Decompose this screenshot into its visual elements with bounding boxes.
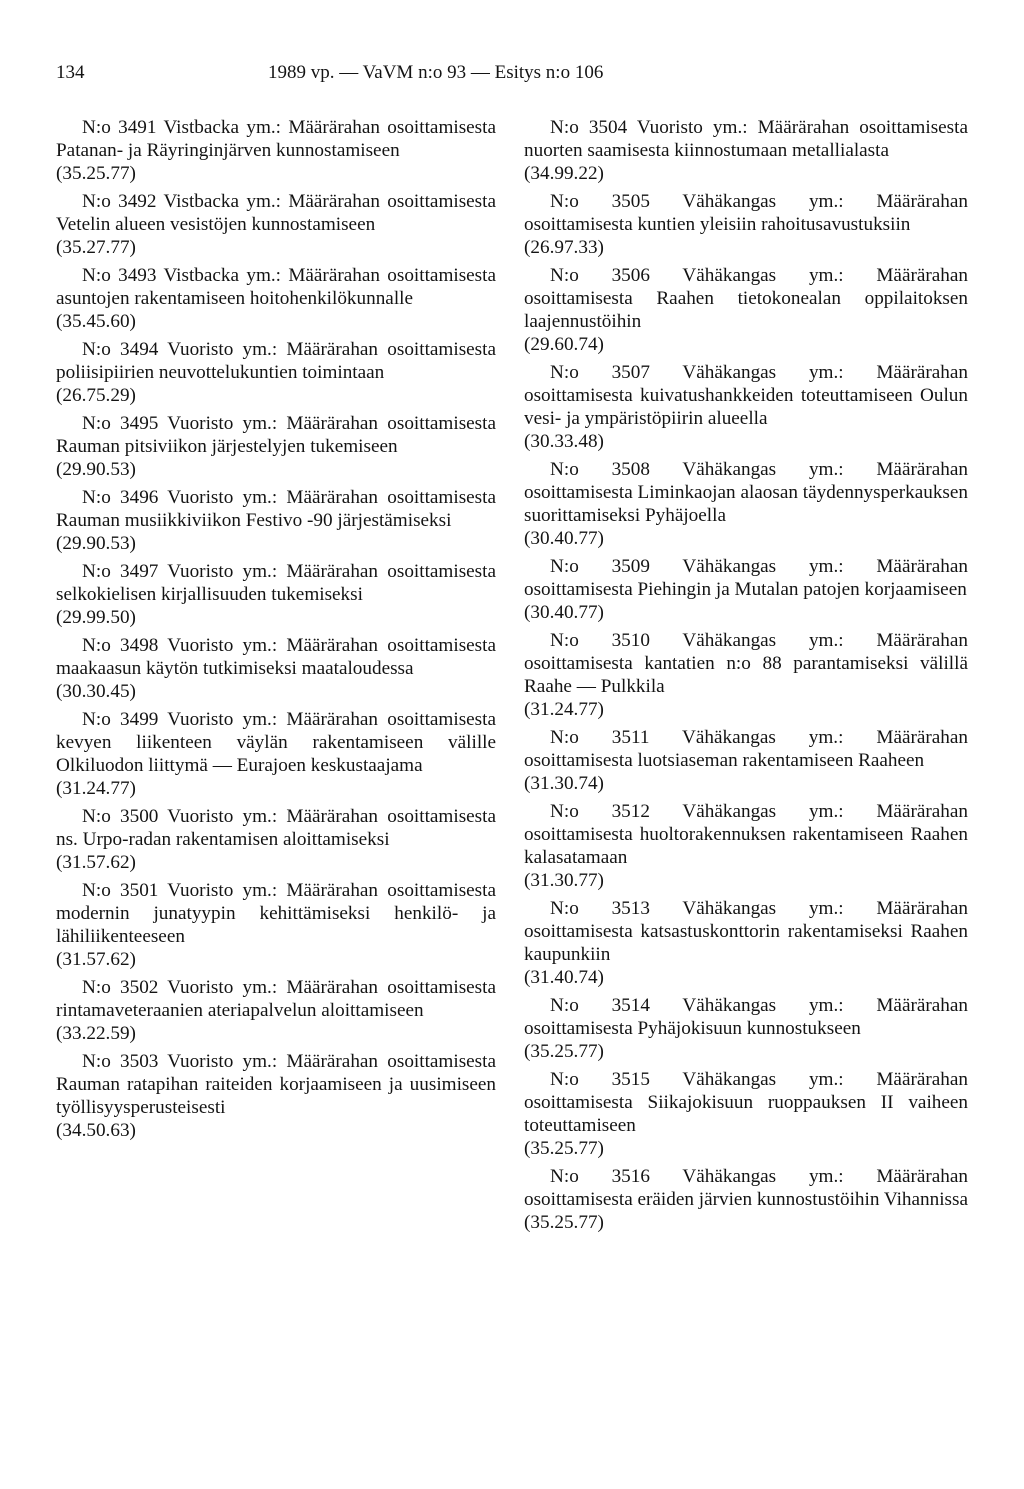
entry-text: N:o 3512 Vähäkangas ym.: Määrärahan osoittamisesta huoltorakennuksen rakentamiseen Raahen kalasatamaan bbox=[524, 801, 968, 868]
right-column bbox=[524, 116, 968, 1239]
entry-code: (29.90.53) bbox=[56, 533, 136, 554]
entry-code: (31.57.62) bbox=[56, 852, 136, 873]
entry-code: (31.24.77) bbox=[56, 778, 136, 799]
list-item bbox=[524, 361, 968, 453]
entry-text: N:o 3499 Vuoristo ym.: Määrärahan osoittamisesta kevyen liikenteen väylän rakentamiseen välille Olkiluodon liittymä — Eurajoen keskustaajama bbox=[56, 709, 496, 776]
entry-text: N:o 3493 Vistbacka ym.: Määrärahan osoittamisesta asuntojen rakentamiseen hoitohenkilökunnalle bbox=[56, 265, 496, 309]
left-column bbox=[56, 116, 496, 1147]
entry-text: N:o 3509 Vähäkangas ym.: Määrärahan osoittamisesta Piehingin ja Mutalan patojen korjaamiseen bbox=[524, 556, 968, 600]
list-item bbox=[56, 264, 496, 333]
entry-code: (26.97.33) bbox=[524, 237, 604, 258]
entry-text: N:o 3494 Vuoristo ym.: Määrärahan osoittamisesta poliisipiirien neuvottelukuntien toimintaan bbox=[56, 339, 496, 383]
entry-text: N:o 3514 Vähäkangas ym.: Määrärahan osoittamisesta Pyhäjokisuun kunnostukseen bbox=[524, 995, 968, 1039]
entry-text: N:o 3516 Vähäkangas ym.: Määrärahan osoittamisesta eräiden järvien kunnostustöihin Vihannissa bbox=[524, 1166, 969, 1210]
entry-code: (30.30.45) bbox=[56, 681, 136, 702]
entry-code: (33.22.59) bbox=[56, 1023, 136, 1044]
list-item bbox=[56, 805, 496, 874]
entry-code: (30.33.48) bbox=[524, 431, 604, 452]
entry-text: N:o 3510 Vähäkangas ym.: Määrärahan osoittamisesta kantatien n:o 88 parantamiseksi välillä Raahe — Pulkkila bbox=[524, 630, 968, 697]
entry-code: (30.40.77) bbox=[524, 528, 604, 549]
entry-code: (35.25.77) bbox=[524, 1041, 604, 1062]
entry-text: N:o 3504 Vuoristo ym.: Määrärahan osoittamisesta nuorten saamisesta kiinnostumaan metallialasta bbox=[524, 117, 968, 161]
entry-code: (35.25.77) bbox=[524, 1212, 604, 1233]
list-item bbox=[56, 1050, 496, 1142]
entry-text: N:o 3503 Vuoristo ym.: Määrärahan osoittamisesta Rauman ratapihan raiteiden korjaamiseen ja uusimiseen työllisyysperusteisesti bbox=[56, 1051, 496, 1118]
list-item bbox=[56, 976, 496, 1045]
entry-code: (29.99.50) bbox=[56, 607, 136, 628]
list-item bbox=[56, 634, 496, 703]
list-item bbox=[524, 726, 968, 795]
entry-text: N:o 3507 Vähäkangas ym.: Määrärahan osoittamisesta kuivatushankkeiden toteuttamiseen Oulun vesi- ja ympäristöpiirin alueella bbox=[524, 362, 968, 429]
entry-code: (31.40.74) bbox=[524, 967, 604, 988]
entry-text: N:o 3511 Vähäkangas ym.: Määrärahan osoittamisesta luotsiaseman rakentamiseen Raaheen bbox=[524, 727, 968, 771]
entry-code: (34.99.22) bbox=[524, 163, 604, 184]
entry-text: N:o 3508 Vähäkangas ym.: Määrärahan osoittamisesta Liminkaojan alaosan täydennysperkauksen suorittamiseksi Pyhäjoella bbox=[524, 459, 968, 526]
list-item bbox=[524, 897, 968, 989]
entry-text: N:o 3513 Vähäkangas ym.: Määrärahan osoittamisesta katsastuskonttorin rakentamiseksi Raahen kaupunkiin bbox=[524, 898, 968, 965]
entry-text: N:o 3495 Vuoristo ym.: Määrärahan osoittamisesta Rauman pitsiviikon järjestelyjen tukemiseen bbox=[56, 413, 496, 457]
list-item bbox=[524, 116, 968, 185]
running-title: 1989 vp. — VaVM n:o 93 — Esitys n:o 106 bbox=[268, 62, 604, 83]
entry-code: (30.40.77) bbox=[524, 602, 604, 623]
entry-text: N:o 3497 Vuoristo ym.: Määrärahan osoittamisesta selkokielisen kirjallisuuden tukemiseksi bbox=[56, 561, 496, 605]
entry-text: N:o 3506 Vähäkangas ym.: Määrärahan osoittamisesta Raahen tietokonealan oppilaitoksen laajennustöihin bbox=[524, 265, 968, 332]
list-item bbox=[524, 800, 968, 892]
list-item bbox=[524, 264, 968, 356]
list-item bbox=[56, 338, 496, 407]
page-header bbox=[56, 62, 756, 92]
entry-text: N:o 3505 Vähäkangas ym.: Määrärahan osoittamisesta kuntien yleisiin rahoitusavustuksiin bbox=[524, 191, 968, 235]
list-item bbox=[524, 629, 968, 721]
list-item bbox=[524, 1068, 968, 1160]
entry-code: (31.24.77) bbox=[524, 699, 604, 720]
entry-code: (31.30.74) bbox=[524, 773, 604, 794]
list-item bbox=[524, 190, 968, 259]
entry-text: N:o 3491 Vistbacka ym.: Määrärahan osoittamisesta Patanan- ja Räyringinjärven kunnostamiseen bbox=[56, 117, 496, 161]
entry-code: (35.45.60) bbox=[56, 311, 136, 332]
entry-text: N:o 3502 Vuoristo ym.: Määrärahan osoittamisesta rintamaveteraanien ateriapalvelun aloittamiseen bbox=[56, 977, 496, 1021]
entry-text: N:o 3500 Vuoristo ym.: Määrärahan osoittamisesta ns. Urpo-radan rakentamisen aloittamiseksi bbox=[56, 806, 496, 850]
entry-text: N:o 3496 Vuoristo ym.: Määrärahan osoittamisesta Rauman musiikkiviikon Festivo -90 järjestämiseksi bbox=[56, 487, 496, 531]
list-item bbox=[56, 412, 496, 481]
list-item bbox=[524, 458, 968, 550]
list-item bbox=[56, 708, 496, 800]
entry-text: N:o 3492 Vistbacka ym.: Määrärahan osoittamisesta Vetelin alueen vesistöjen kunnostamiseen bbox=[56, 191, 496, 235]
list-item bbox=[56, 560, 496, 629]
entry-text: N:o 3515 Vähäkangas ym.: Määrärahan osoittamisesta Siikajokisuun ruoppauksen II vaiheen toteuttamiseen bbox=[524, 1069, 968, 1136]
page-number: 134 bbox=[56, 62, 85, 83]
entry-code: (29.60.74) bbox=[524, 334, 604, 355]
entry-text: N:o 3501 Vuoristo ym.: Määrärahan osoittamisesta modernin junatyypin kehittämiseksi henkilö- ja lähiliikenteeseen bbox=[56, 880, 496, 947]
list-item bbox=[56, 879, 496, 971]
list-item bbox=[524, 555, 968, 624]
entry-code: (34.50.63) bbox=[56, 1120, 136, 1141]
entry-code: (29.90.53) bbox=[56, 459, 136, 480]
list-item bbox=[524, 1165, 968, 1234]
entry-code: (35.25.77) bbox=[524, 1138, 604, 1159]
entry-code: (31.30.77) bbox=[524, 870, 604, 891]
list-item bbox=[56, 190, 496, 259]
entry-text: N:o 3498 Vuoristo ym.: Määrärahan osoittamisesta maakaasun käytön tutkimiseksi maataloudessa bbox=[56, 635, 496, 679]
entry-code: (35.25.77) bbox=[56, 163, 136, 184]
entry-code: (26.75.29) bbox=[56, 385, 136, 406]
entry-code: (35.27.77) bbox=[56, 237, 136, 258]
list-item bbox=[524, 994, 968, 1063]
list-item bbox=[56, 486, 496, 555]
list-item bbox=[56, 116, 496, 185]
entry-code: (31.57.62) bbox=[56, 949, 136, 970]
